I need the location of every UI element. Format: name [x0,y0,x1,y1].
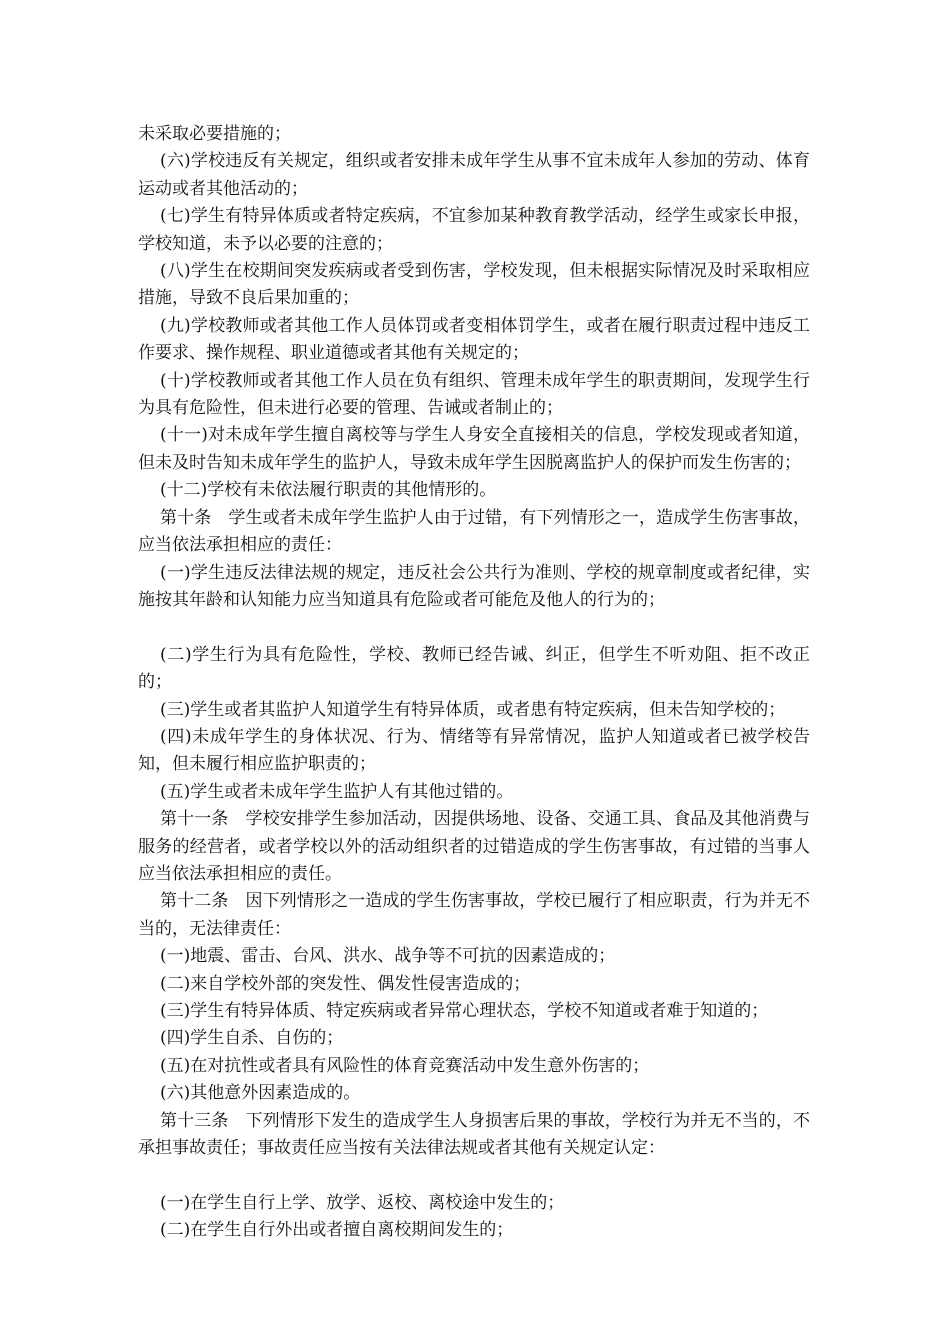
paragraph: (十一)对未成年学生擅自离校等与学生人身安全直接相关的信息，学校发现或者知道，但未及时告知未成年学生的监护人，导致未成年学生因脱离监护人的保护而发生伤害的； [138,425,810,473]
paragraph: (二)学生行为具有危险性，学校、教师已经告诫、纠正，但学生不听劝阻、拒不改正的； [138,644,810,693]
paragraph: (三)学生或者其监护人知道学生有特异体质，或者患有特定疾病，但未告知学校的； [160,699,786,720]
paragraph: (十)学校教师或者其他工作人员在负有组织、管理未成年学生的职责期间，发现学生行为具有危险性，但未进行必要的管理、告诫或者制止的； [138,370,810,419]
paragraph: (六)其他意外因素造成的。 [160,1083,361,1104]
paragraph: (五)学生或者未成年学生监护人有其他过错的。 [160,781,514,802]
article-paragraph: 第十三条 下列情形下发生的造成学生人身损害后果的事故，学校行为并无不当的，不承担事故责任；事故责任应当按有关法律法规或者其他有关规定认定： [138,1110,810,1159]
paragraph: (二)在学生自行外出或者擅自离校期间发生的； [160,1220,514,1241]
document-body [138,121,810,1245]
article-paragraph: 第十二条 因下列情形之一造成的学生伤害事故，学校已履行了相应职责，行为并无不当的，无法律责任： [138,891,810,939]
paragraph: (四)未成年学生的身体状况、行为、情绪等有异常情况，监护人知道或者已被学校告知，但未履行相应监护职责的； [138,726,810,775]
paragraph: (一)地震、雷击、台风、洪水、战争等不可抗的因素造成的； [160,946,616,967]
blank-line [138,1162,810,1189]
paragraph: (十二)学校有未依法履行职责的其他情形的。 [160,480,497,501]
paragraph: (八)学生在校期间突发疾病或者受到伤害，学校发现，但未根据实际情况及时采取相应措施，导致不良后果加重的； [138,261,810,309]
article-paragraph: 第十条 学生或者未成年学生监护人由于过错，有下列情形之一，造成学生伤害事故，应当依法承担相应的责任： [138,507,810,556]
paragraph: (六)学校违反有关规定，组织或者安排未成年学生从事不宜未成年人参加的劳动、体育运动或者其他活动的； [138,151,810,199]
paragraph: (三)学生有特异体质、特定疾病或者异常心理状态，学校不知道或者难于知道的； [160,1000,769,1021]
paragraph: (四)学生自杀、自伤的； [160,1028,344,1049]
paragraph: 未采取必要措施的； [138,124,291,144]
paragraph: (七)学生有特异体质或者特定疾病，不宜参加某种教育教学活动，经学生或家长申报，学校知道，未予以必要的注意的； [138,206,810,254]
paragraph: (五)在对抗性或者具有风险性的体育竞赛活动中发生意外伤害的； [160,1055,650,1076]
paragraph: (一)在学生自行上学、放学、返校、离校途中发生的； [160,1192,565,1213]
article-paragraph: 第十一条 学校安排学生参加活动，因提供场地、设备、交通工具、食品及其他消费与服务的经营者，或者学校以外的活动组织者的过错造成的学生伤害事故，有过错的当事人应当依法承担相应的责任。 [138,809,810,884]
paragraph: (九)学校教师或者其他工作人员体罚或者变相体罚学生，或者在履行职责过程中违反工作要求、操作规程、职业道德或者其他有关规定的； [138,315,810,364]
paragraph: (二)来自学校外部的突发性、偶发性侵害造成的； [160,973,531,994]
paragraph: (一)学生违反法律法规的规定，违反社会公共行为准则、学校的规章制度或者纪律，实施按其年龄和认知能力应当知道具有危险或者可能危及他人的行为的； [138,562,810,610]
blank-line [138,614,810,641]
